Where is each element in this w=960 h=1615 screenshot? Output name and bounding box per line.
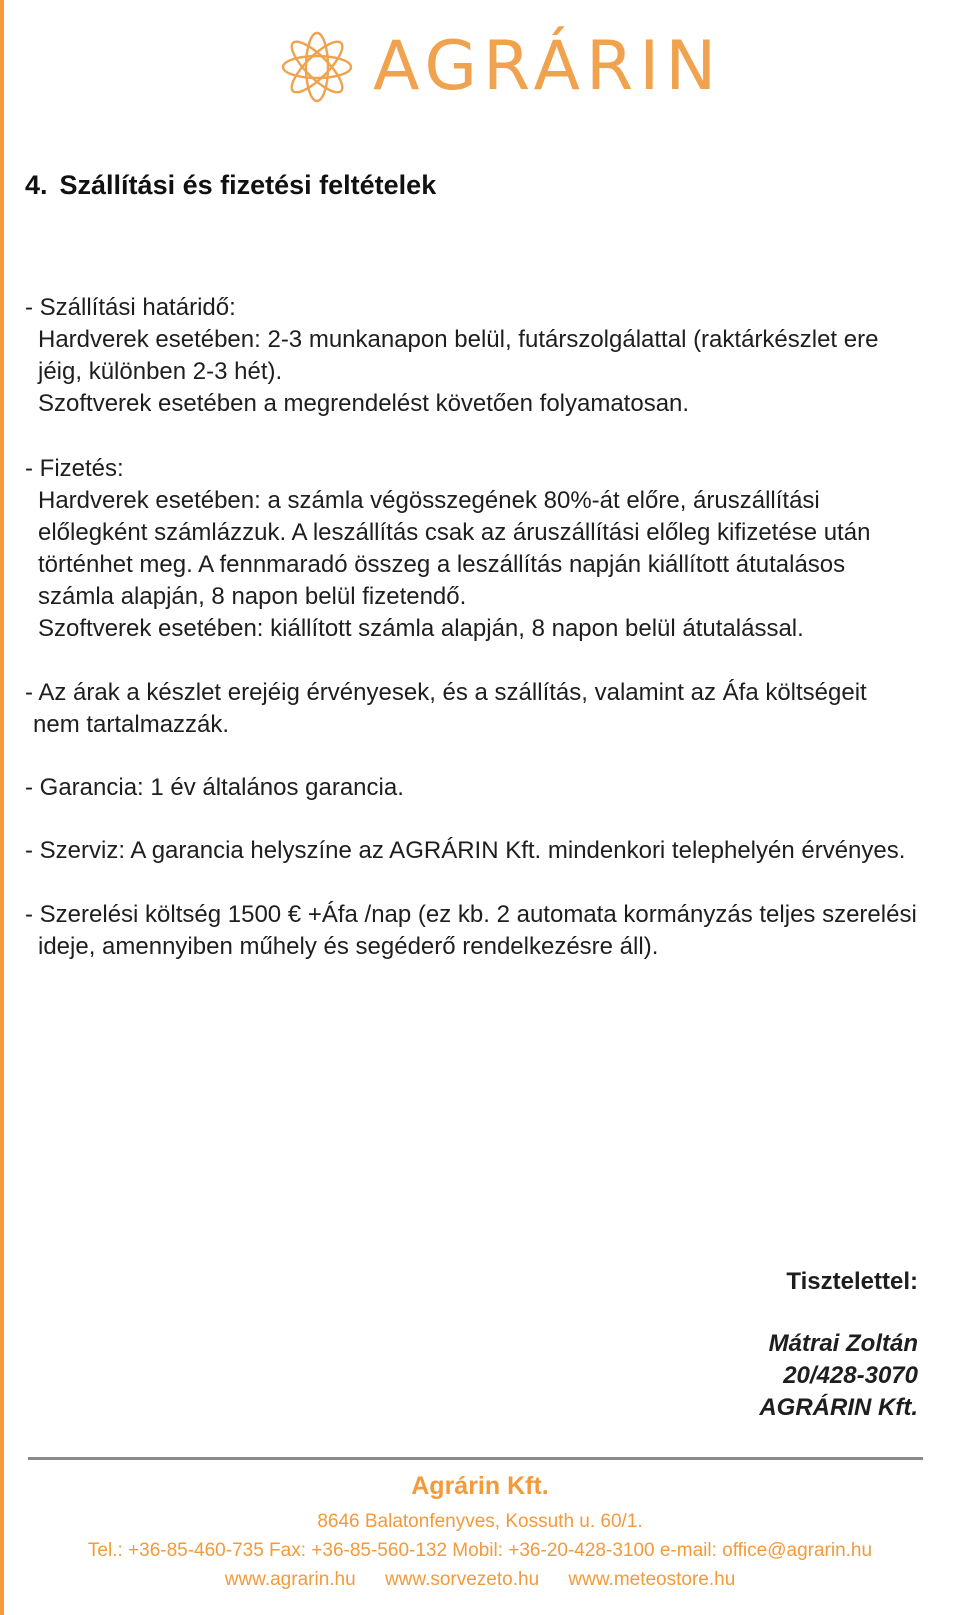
website-link[interactable]: www.meteostore.hu bbox=[568, 1569, 736, 1590]
signature-company: AGRÁRIN Kft. bbox=[759, 1394, 918, 1421]
signature-greeting: Tisztelettel: bbox=[786, 1268, 918, 1295]
payment-line: számla alapján, 8 napon belül fizetendő. bbox=[38, 583, 467, 610]
shipping-line: Szoftverek esetében a megrendelést követően folyamatosan. bbox=[38, 390, 690, 417]
prices-line: nem tartalmazzák. bbox=[33, 711, 230, 738]
footer-contact[interactable]: Tel.: +36-85-460-735 Fax: +36-85-560-132 Mobil: +36-20-428-3100 e-mail: office@agrarin.hu bbox=[87, 1540, 873, 1561]
footer-divider bbox=[28, 1457, 923, 1460]
ornament-icon bbox=[275, 25, 359, 109]
signature-name: Mátrai Zoltán bbox=[768, 1330, 918, 1357]
brand-name: AGRÁRIN bbox=[373, 27, 723, 106]
section-heading bbox=[25, 170, 436, 201]
payment-line: történhet meg. A fennmaradó összeg a leszállítás napján kiállított átutalásos bbox=[38, 551, 846, 578]
footer-company: Agrárin Kft. bbox=[411, 1472, 549, 1500]
footer-address: 8646 Balatonfenyves, Kossuth u. 60/1. bbox=[317, 1511, 643, 1532]
left-accent-bar bbox=[0, 0, 4, 1615]
section-title: Szállítási és fizetési feltételek bbox=[59, 170, 437, 200]
service-line: - Szerviz: A garancia helyszíne az AGRÁRIN Kft. mindenkori telephelyén érvényes. bbox=[25, 837, 906, 864]
shipping-line: Hardverek esetében: 2-3 munkanapon belül, futárszolgálattal (raktárkészlet ere bbox=[38, 326, 879, 353]
shipping-title: - Szállítási határidő: bbox=[25, 294, 236, 321]
payment-line: Hardverek esetében: a számla végösszegének 80%-át előre, áruszállítási bbox=[38, 487, 820, 514]
prices-line: - Az árak a készlet erejéig érvényesek, és a szállítás, valamint az Áfa költségeit bbox=[25, 679, 867, 706]
website-link[interactable]: www.agrarin.hu bbox=[224, 1569, 356, 1590]
installation-line: ideje, amennyiben műhely és segéderő rendelkezésre áll). bbox=[38, 933, 659, 960]
section-number: 4. bbox=[25, 170, 48, 200]
payment-line: Szoftverek esetében: kiállított számla alapján, 8 napon belül átutalással. bbox=[38, 615, 804, 642]
payment-line: előlegként számlázzuk. A leszállítás csak az áruszállítási előleg kifizetése után bbox=[38, 519, 871, 546]
website-link[interactable]: www.sorvezeto.hu bbox=[384, 1569, 540, 1590]
brand-logo bbox=[275, 22, 722, 112]
footer-websites bbox=[0, 1569, 960, 1591]
shipping-line: jéig, különben 2-3 hét). bbox=[38, 358, 283, 385]
payment-title: - Fizetés: bbox=[25, 455, 124, 482]
signature-phone: 20/428-3070 bbox=[783, 1362, 918, 1389]
installation-line: - Szerelési költség 1500 € +Áfa /nap (ez kb. 2 automata kormányzás teljes szerelési bbox=[25, 901, 917, 928]
warranty-line: - Garancia: 1 év általános garancia. bbox=[25, 774, 404, 801]
